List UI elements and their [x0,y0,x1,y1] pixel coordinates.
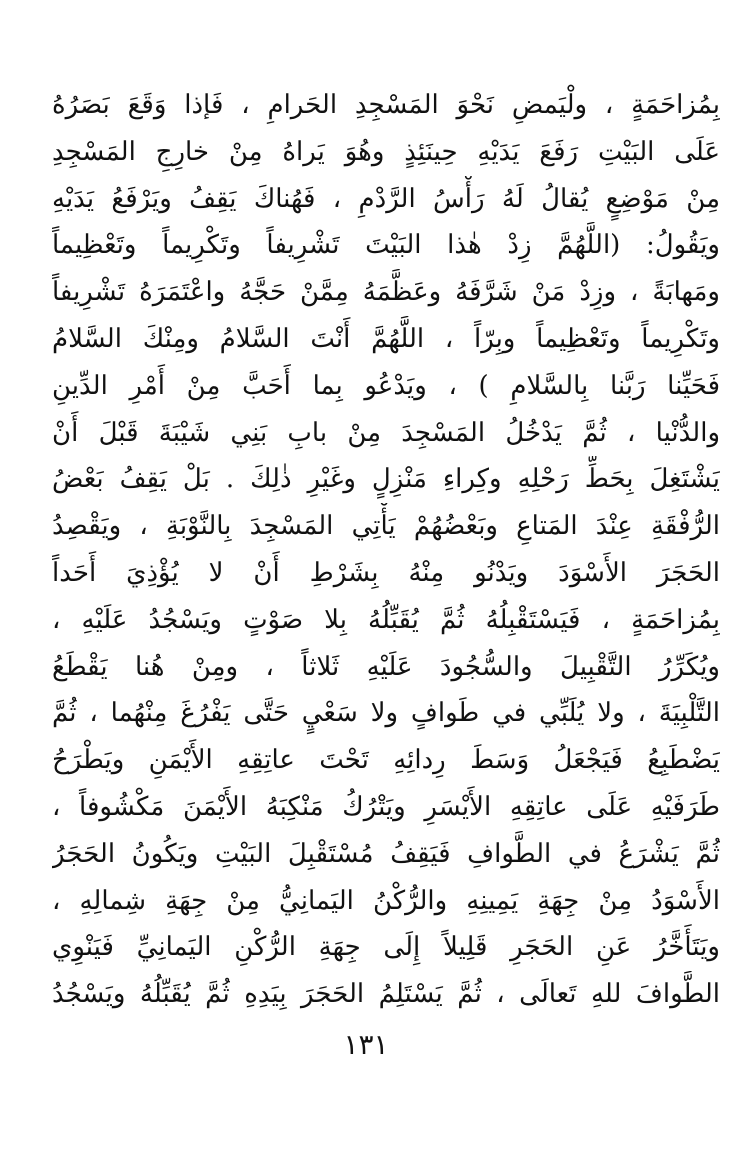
text-line: ثُمَّ يَشْرَعُ في الطَّوافِ فَيَقِفُ مُسْتَقْبِلَ البَيْتِ ويَكُونُ الحَجَرُ [52,838,720,869]
text-line: بِمُزاحَمَةٍ ، فَيَسْتَقْبِلُهُ ثُمَّ يُقَبِّلُهُ بِلا صَوْتٍ ويَسْجُدُ عَلَيْهِ ، [52,604,720,635]
text-line: الحَجَرَ الأَسْوَدَ ويَدْنُو مِنْهُ بِشَرْطِ أَنْ لا يُؤْذِيَ أَحَداً [52,557,720,588]
text-line: ويَتَأَخَّرُ عَنِ الحَجَرِ قَلِيلاً إِلَى جِهَةِ الرُّكْنِ اليَمانِيِّ فَيَنْوِي [52,932,720,963]
text-line: عَلَى البَيْتِ رَفَعَ يَدَيْهِ حِينَئِذٍ وهُوَ يَراهُ مِنْ خارِجِ المَسْجِدِ [52,136,720,167]
text-line: والدُّنْيا ، ثُمَّ يَدْخُلُ المَسْجِدَ مِنْ بابِ بَنِي شَيْبَةَ قَبْلَ أَنْ [52,417,720,448]
text-line: ويُكَرِّرُ التَّقْبِيلَ والسُّجُودَ عَلَيْهِ ثَلاثاً ، ومِنْ هُنا يَقْطَعُ [52,651,720,682]
text-line: الطَّوافَ للهِ تَعالَى ، ثُمَّ يَسْتَلِمُ الحَجَرَ بِيَدِهِ ثُمَّ يُقَبِّلُهُ ويَسْجُدُ [52,979,720,1010]
text-line: يَضْطَبِعُ فَيَجْعَلُ وَسَطَ رِدائِهِ تَحْتَ عاتِقِهِ الأَيْمَنِ ويَطْرَحُ [52,745,720,776]
page-number: ١٣١ [343,1028,389,1061]
text-line: الرُّفْقَةِ عِنْدَ المَتاعِ وبَعْضُهُمْ يَأْتِي المَسْجِدَ بِالنَّوْبَةِ ، ويَقْصِدُ [52,511,720,542]
body-text [52,82,720,1018]
text-line: طَرَفَيْهِ عَلَى عاتِقِهِ الأَيْسَرِ ويَتْرُكُ مَنْكِبَهُ الأَيْمَنَ مَكْشُوفاً ، [52,791,720,822]
text-line: يَشْتَغِلَ بِحَطِّ رَحْلِهِ وكِراءِ مَنْزِلٍ وغَيْرِ ذٰلِكَ . بَلْ يَقِفُ بَعْضُ [52,464,720,495]
text-line: وتَكْرِيماً وتَعْظِيماً وبِرّاً ، اللَّهُمَّ أَنْتَ السَّلامُ ومِنْكَ السَّلامُ [52,323,720,354]
text-line: فَحَيِّنا رَبَّنا بِالسَّلامِ ) ، ويَدْعُو بِما أَحَبَّ مِنْ أَمْرِ الدِّينِ [52,370,720,401]
text-line: ويَقُولُ: (اللَّهُمَّ زِدْ هٰذا البَيْتَ تَشْرِيفاً وتَكْرِيماً وتَعْظِيماً [52,230,720,261]
text-line: بِمُزاحَمَةٍ ، ولْيَمضِ نَحْوَ المَسْجِدِ الحَرامِ ، فَإذا وَقَعَ بَصَرُهُ [52,90,720,120]
text-line: التَّلْبِيَةَ ، ولا يُلَبِّي في طَوافٍ ولا سَعْيٍ حَتَّى يَفْرُغَ مِنْهُما ، ثُمَّ [52,698,720,729]
text-line: الأَسْوَدُ مِنْ جِهَةِ يَمِينِهِ والرُّكْنُ اليَمانِيُّ مِنْ جِهَةِ شِمالِهِ ، [52,885,720,916]
text-line: ومَهابَةً ، وزِدْ مَنْ شَرَّفَهُ وعَظَّمَهُ مِمَّنْ حَجَّهُ واعْتَمَرَهُ تَشْرِيفاً [52,277,720,308]
text-line: مِنْ مَوْضِعٍ يُقالُ لَهُ رَأْسُ الرَّدْمِ ، فَهُناكَ يَقِفُ ويَرْفَعُ يَدَيْهِ [52,183,720,214]
